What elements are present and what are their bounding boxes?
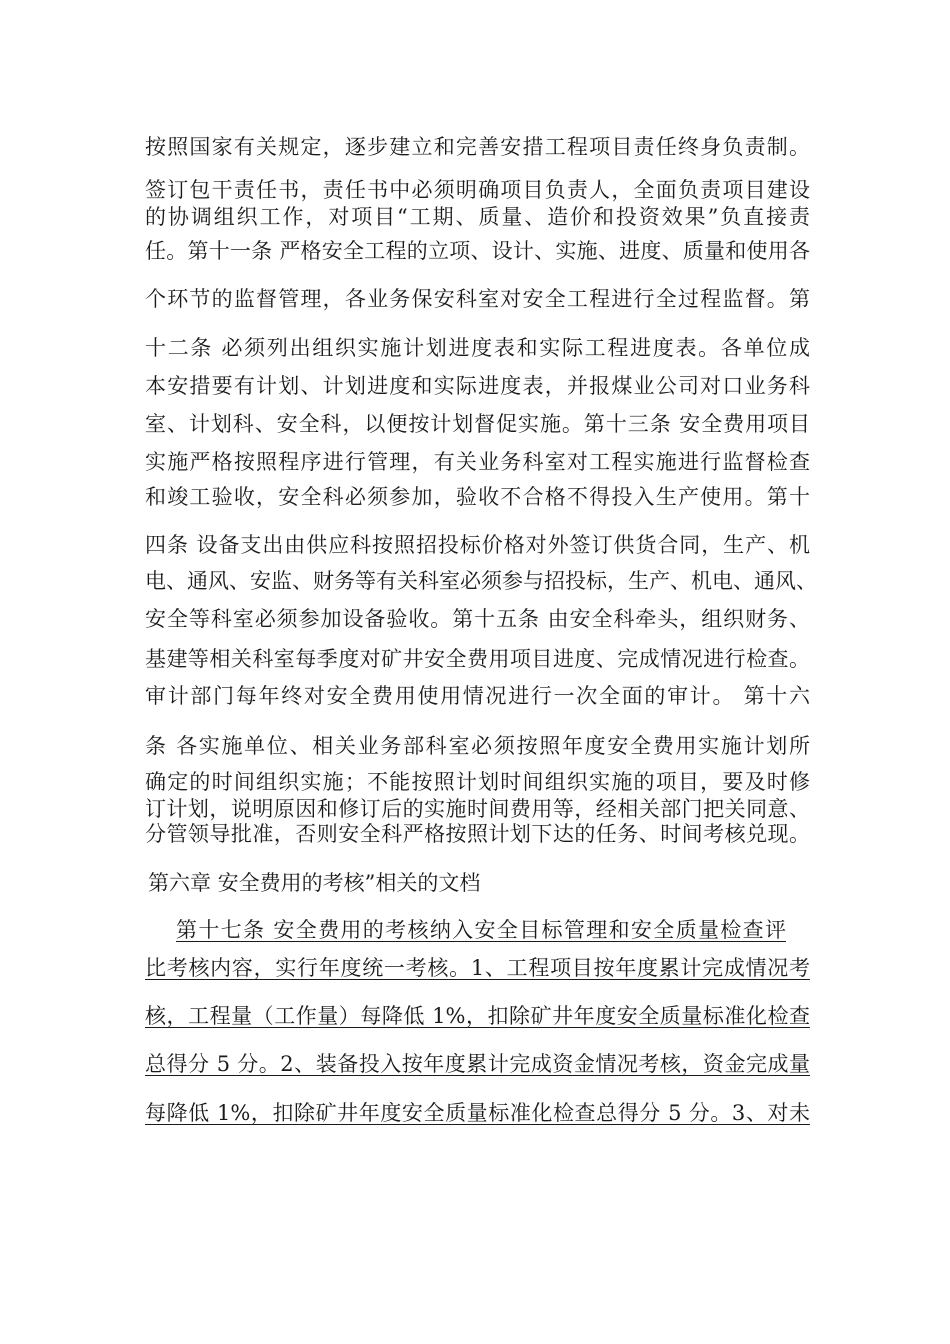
text-line: 第十七条 安全费用的考核纳入安全目标管理和安全质量检查评 <box>176 918 786 942</box>
text-line: 按照国家有关规定，逐步建立和完善安措工程项目责任终身负责制。 <box>145 135 810 159</box>
text-line: 实施严格按照程序进行管理，有关业务科室对工程实施进行监督检查 <box>145 450 810 474</box>
text-line: 和竣工验收，安全科必须参加，验收不合格不得投入生产使用。第十 <box>145 485 810 509</box>
text-line: 核，工程量（工作量）每降低 1%，扣除矿井年度安全质量标准化检查 <box>145 1004 810 1028</box>
text-line: 四条 设备支出由供应科按照招投标价格对外签订供货合同，生产、机 <box>145 533 810 557</box>
text-line: 任。第十一条 严格安全工程的立项、设计、实施、进度、质量和使用各 <box>145 239 810 263</box>
text-line: 总得分 5 分。2、装备投入按年度累计完成资金情况考核，资金完成量 <box>145 1052 810 1076</box>
text-line: 个环节的监督管理，各业务保安科室对安全工程进行全过程监督。第 <box>145 287 810 311</box>
text-line: 条 各实施单位、相关业务部科室必须按照年度安全费用实施计划所 <box>145 734 810 758</box>
text-line: 确定的时间组织实施；不能按照计划时间组织实施的项目，要及时修 <box>145 770 810 794</box>
chapter-heading: 第六章 安全费用的考核”相关的文档 <box>148 871 481 895</box>
text-line: 分管领导批准，否则安全科严格按照计划下达的任务、时间考核兑现。 <box>145 822 810 846</box>
text-line: 电、通风、安监、财务等有关科室必须参与招投标，生产、机电、通风、 <box>145 569 817 593</box>
text-line: 审计部门每年终对安全费用使用情况进行一次全面的审计。 第十六 <box>145 684 810 708</box>
text-line: 签订包干责任书，责任书中必须明确项目负责人，全面负责项目建设 <box>145 178 810 202</box>
text-line: 安全等科室必须参加设备验收。第十五条 由安全科牵头，组织财务、 <box>145 607 810 631</box>
text-line: 比考核内容，实行年度统一考核。1、工程项目按年度累计完成情况考 <box>145 956 810 980</box>
text-line: 订计划，说明原因和修订后的实施时间费用等，经相关部门把关同意、 <box>145 797 810 821</box>
text-line: 室、计划科、安全科，以便按计划督促实施。第十三条 安全费用项目 <box>145 412 810 436</box>
text-line: 的协调组织工作，对项目“工期、质量、造价和投资效果”负直接责 <box>145 205 810 229</box>
text-line: 每降低 1%，扣除矿井年度安全质量标准化检查总得分 5 分。3、对未 <box>145 1101 810 1125</box>
text-line: 本安措要有计划、计划进度和实际进度表，并报煤业公司对口业务科 <box>145 374 810 398</box>
text-line: 十二条 必须列出组织实施计划进度表和实际工程进度表。各单位成 <box>145 336 810 360</box>
text-line: 基建等相关科室每季度对矿井安全费用项目进度、完成情况进行检查。 <box>145 647 810 671</box>
